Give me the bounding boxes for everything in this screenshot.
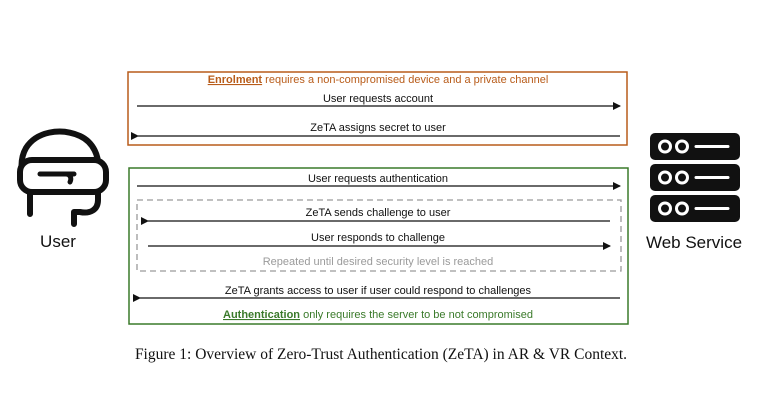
enrolment-keyword: Enrolment [207, 74, 263, 86]
figure-caption: Figure 1: Overview of Zero-Trust Authentication (ZeTA) in AR & VR Context. [134, 346, 628, 363]
enrolment-note [208, 74, 549, 86]
msg-request-account-label: User requests account [322, 93, 434, 105]
enrolment-note-text: requires a non-compromised device and a private channel [262, 74, 549, 86]
msg-challenge-label: ZeTA sends challenge to user [305, 207, 451, 219]
server-rack-icon [650, 133, 740, 222]
user-actor-label: User [40, 232, 76, 251]
authentication-keyword: Authentication [223, 309, 301, 321]
loop-note: Repeated until desired security level is reached [262, 256, 494, 268]
vr-headset-user-icon [20, 132, 106, 224]
msg-grant-label: ZeTA grants access to user if user could respond to challenges [224, 285, 532, 297]
msg-respond-label: User responds to challenge [311, 232, 445, 244]
server-actor-label: Web Service [645, 233, 743, 252]
msg-request-auth-label: User requests authentication [307, 173, 449, 185]
authentication-note [223, 309, 533, 321]
msg-assign-secret-label: ZeTA assigns secret to user [310, 122, 446, 134]
authentication-note-text: only requires the server to be not compromised [300, 309, 533, 321]
